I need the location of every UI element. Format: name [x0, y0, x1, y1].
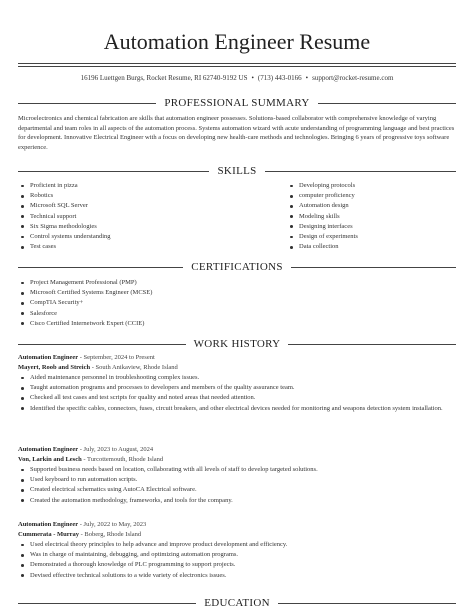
certification-item: Cisco Certified Internetwork Expert (CCIE)	[30, 319, 456, 329]
skills-column-right	[187, 181, 456, 252]
contact-phone: (713) 443-0166	[257, 74, 302, 82]
job-location: - South Anikaview, Rhode Island	[90, 364, 178, 371]
skill-item: computer proficiency	[299, 191, 456, 201]
job-bullet: Was in charge of maintaining, debugging, and optimizing automation programs.	[30, 550, 456, 560]
certification-item: Salesforce	[30, 309, 456, 319]
job-bullets	[18, 465, 456, 506]
skills-list	[18, 181, 456, 252]
job-company: Von, Larkin and Lesch	[18, 456, 82, 463]
education-heading-label: EDUCATION	[204, 597, 270, 609]
job-title: Automation Engineer	[18, 446, 79, 453]
job-company: Cummerata - Murray	[18, 531, 80, 538]
heading-rule-right	[278, 603, 456, 604]
job-company-line	[18, 455, 456, 465]
certifications-heading	[18, 261, 456, 273]
job-bullet: Created the automation methodology, frameworks, and tools for the company.	[30, 496, 456, 506]
skill-item: Automation design	[299, 201, 456, 211]
contact-line	[0, 74, 474, 82]
skills-column-left	[18, 181, 187, 252]
skill-item: Test cases	[30, 242, 187, 252]
job-title: Automation Engineer	[18, 354, 79, 361]
job-dates: - July, 2023 to August, 2024	[78, 446, 154, 453]
resume-title: Automation Engineer Resume	[103, 29, 371, 54]
heading-rule-right	[288, 344, 456, 345]
skill-item: Design of experiments	[299, 232, 456, 242]
summary-text: Microelectronics and chemical fabrication are skills that automation engineer possesses. Solutions-based collaborator with comprehensive knowledge of varying departmental and team roles in all aspects of the automation process. Systems automation wizard with acute understanding of programming language and best practices for development. Innovative Electrical Engineer with a focus on developing new health-care methods and technologies. Bringing 6 years of progressive toys software experience.	[18, 115, 455, 151]
certification-item: Microsoft Certified Systems Engineer (MCSE)	[30, 288, 456, 298]
skill-item: Technical support	[30, 212, 187, 222]
job-bullet: Used electrical theory principles to help advance and improve product development and efficiency.	[30, 540, 456, 550]
job-bullet: Identified the specific cables, connectors, fuses, circuit breakers, and other electrical devices needed for monitoring and weapons detection system installation.	[30, 404, 456, 414]
title-rule-bottom	[18, 66, 456, 67]
job-company: Mayert, Roob and Streich	[18, 364, 91, 371]
job-title: Automation Engineer	[18, 521, 79, 528]
skill-item: Developing protocols	[299, 181, 456, 191]
job-title-line	[18, 353, 456, 363]
certifications-list	[18, 278, 456, 329]
certification-item: Project Management Professional (PMP)	[30, 278, 456, 288]
job-bullet: Supported business needs based on location, collaborating with all levels of staff to develop targeted solutions.	[30, 465, 456, 475]
job-bullet: Created electrical schematics using AutoCA Electrical software.	[30, 485, 456, 495]
education-heading	[18, 597, 456, 609]
job-bullets	[18, 540, 456, 581]
summary-heading-label: PROFESSIONAL SUMMARY	[164, 97, 310, 109]
job-bullet: Used keyboard to run automation scripts.	[30, 475, 456, 485]
certification-item: CompTIA Security+	[30, 298, 456, 308]
heading-rule-left	[18, 344, 186, 345]
skill-item: Microsoft SQL Server	[30, 201, 187, 211]
work-history-heading-label: WORK HISTORY	[193, 338, 281, 350]
job-entry	[18, 445, 456, 506]
skill-item: Robotics	[30, 191, 187, 201]
job-bullet: Taught automation programs and processes to developers and members of the quality assurance team.	[30, 383, 456, 393]
heading-rule-left	[18, 103, 156, 104]
heading-rule-right	[265, 171, 456, 172]
skills-heading	[18, 165, 456, 177]
title-rule-top	[18, 63, 456, 64]
job-dates: - September, 2024 to Present	[78, 354, 155, 361]
skills-heading-label: SKILLS	[217, 165, 257, 177]
job-bullet: Aided maintenance personnel in troubleshooting complex issues.	[30, 373, 456, 383]
heading-rule-right	[318, 103, 456, 104]
skill-item: Designing interfaces	[299, 222, 456, 232]
job-entry	[18, 353, 456, 414]
job-title-line	[18, 520, 456, 530]
job-location: - Turcottemouth, Rhode Island	[81, 456, 164, 463]
heading-rule-left	[18, 171, 209, 172]
heading-rule-right	[291, 267, 456, 268]
skill-item: Data collection	[299, 242, 456, 252]
skill-item: Modeling skills	[299, 212, 456, 222]
job-bullet: Checked all test cases and test scripts for quality and noted areas that needed attention.	[30, 393, 456, 403]
job-bullets	[18, 373, 456, 414]
job-dates: - July, 2022 to May, 2023	[78, 521, 147, 528]
skill-item: Control systems understanding	[30, 232, 187, 242]
job-bullet: Devised effective technical solutions to a wide variety of electronics issues.	[30, 571, 456, 581]
contact-separator: •	[251, 74, 254, 82]
certifications-heading-label: CERTIFICATIONS	[191, 261, 283, 273]
skill-item: Proficient in pizza	[30, 181, 187, 191]
summary-heading	[18, 97, 456, 109]
job-location: - Boberg, Rhode Island	[79, 531, 142, 538]
heading-rule-left	[18, 603, 196, 604]
job-entry	[18, 520, 456, 581]
job-company-line	[18, 530, 456, 540]
heading-rule-left	[18, 267, 183, 268]
work-history-heading	[18, 338, 456, 350]
contact-separator: •	[305, 74, 309, 82]
contact-email[interactable]: support@rocket-resume.com	[312, 74, 394, 82]
skill-item: Six Sigma methodologies	[30, 222, 187, 232]
job-bullet: Demonstrated a thorough knowledge of PLC programming to support projects.	[30, 560, 456, 570]
job-company-line	[18, 363, 456, 373]
job-title-line	[18, 445, 456, 455]
contact-address: 16196 Luettgen Burgs, Rocket Resume, RI 62740-9192 US	[80, 74, 248, 82]
